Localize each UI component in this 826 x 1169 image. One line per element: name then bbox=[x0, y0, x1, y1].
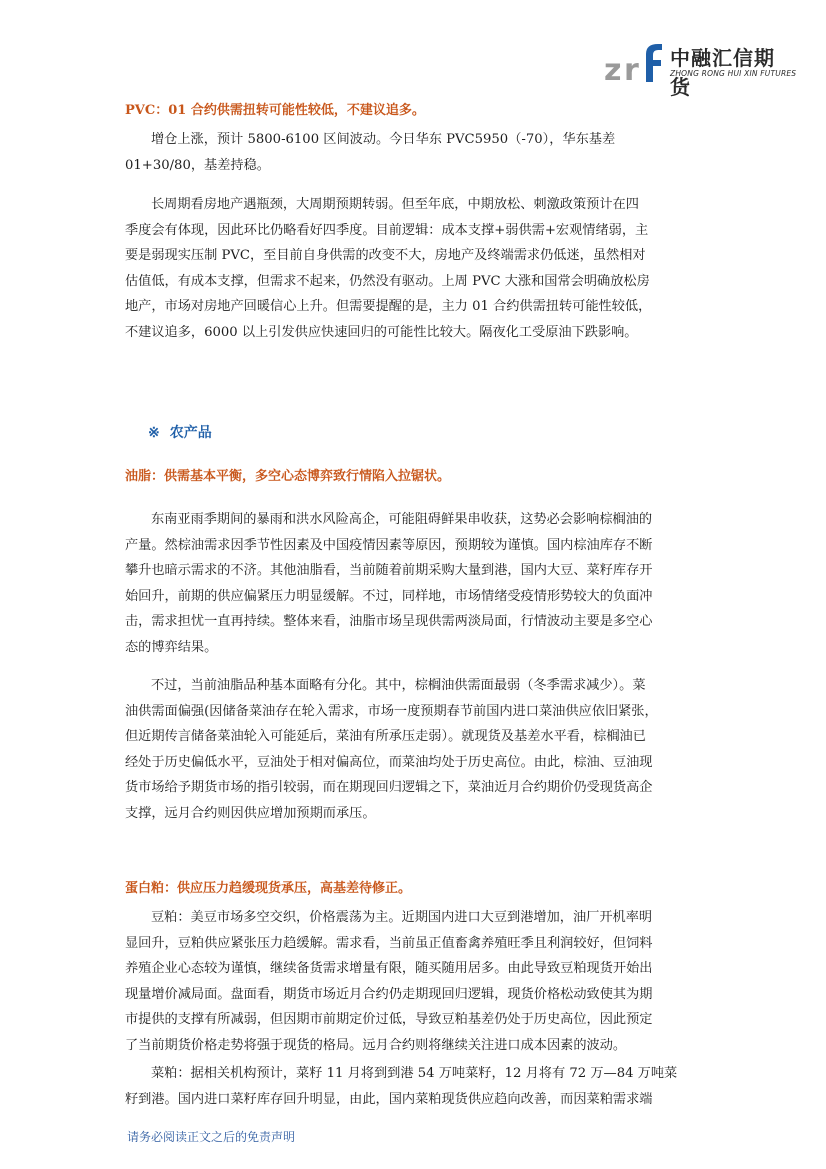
text-line: 产量。然棕油需求因季节性因素及中国疫情因素等原因，预期较为谨慎。国内棕油库存不断 bbox=[125, 537, 653, 553]
text-line: 长周期看房地产遇瓶颈，大周期预期转弱。但至年底，中期放松、刺激政策预计在四 bbox=[151, 197, 639, 212]
text-line: 但近期传言储备菜油轮入可能延后，菜油有所承压走弱）。就现货及基差水平看，棕榈油已 bbox=[125, 729, 646, 744]
text-line: 籽到港。国内进口菜籽库存回升明显，由此，国内菜粕现货供应趋向改善，而因菜粕需求端 bbox=[125, 1091, 653, 1107]
svg-text:z: z bbox=[604, 53, 622, 84]
zrf-logo-mark bbox=[604, 40, 666, 84]
meal-paragraph-2 bbox=[125, 1061, 705, 1112]
text-line: 估值低，有成本支撑，但需求不起来，仍然没有驱动。上周 PVC 大涨和国常会明确放松房 bbox=[125, 273, 650, 289]
text-line: 显回升，豆粕供应紧张压力趋缓解。需求看，当前虽正值畜禽养殖旺季且利润较好，但饲料 bbox=[125, 935, 653, 951]
company-logo bbox=[604, 40, 797, 99]
meal-heading: 蛋白粕：供应压力趋缓现货承压，高基差待修正。 bbox=[125, 881, 412, 896]
meal-paragraph-1 bbox=[125, 905, 705, 1058]
text-line: 市提供的支撑有所减弱，但因期市前期定价过低，导致豆粕基差仍处于历史高位，因此预定 bbox=[125, 1012, 653, 1027]
text-line: 不过，当前油脂品种基本面略有分化。其中，棕榈油供需面最弱（冬季需求减少）。菜 bbox=[151, 678, 646, 693]
text-line: 东南亚雨季期间的暴雨和洪水风险高企，可能阻碍鲜果串收获，这势必会影响棕榈油的 bbox=[151, 512, 653, 527]
text-line: 要是弱现实压制 PVC，至目前自身供需的改变不大，房地产及终端需求仍低迷，虽然相对 bbox=[125, 248, 646, 263]
text-line: 01+30/80，基差持稳。 bbox=[125, 157, 270, 173]
text-line: 态的博弈结果。 bbox=[125, 639, 218, 655]
text-line: 菜粕：据相关机构预计，菜籽 11 月将到到港 54 万吨菜籽，12 月将有 72 万—84 万吨菜 bbox=[151, 1066, 678, 1081]
pvc-heading: PVC：01 合约供需扭转可能性较低，不建议追多。 bbox=[125, 103, 425, 118]
oils-heading: 油脂：供需基本平衡，多空心态博弈致行情陷入拉锯状。 bbox=[125, 469, 451, 484]
text-line: 季度会有体现，因此环比仍略看好四季度。目前逻辑：成本支撑+弱供需+宏观情绪弱，主 bbox=[125, 222, 649, 238]
text-line: 支撑，远月合约则因供应增加预期而承压。 bbox=[125, 805, 376, 821]
text-line: 地产，市场对房地产回暖信心上升。但需要提醒的是，主力 01 合约供需扭转可能性较低， bbox=[125, 299, 652, 314]
reference-mark-icon: ※ bbox=[148, 425, 160, 441]
text-line: 击，需求担忧一直再持续。整体来看，油脂市场呈现供需两淡局面，行情波动主要是多空心 bbox=[125, 614, 653, 629]
text-line: 养殖企业心态较为谨慎，继续备货需求增量有限，随买随用居多。由此导致豆粕现货开始出 bbox=[125, 961, 653, 976]
text-line: 始回升，前期的供应偏紧压力明显缓解。不过，同样地，市场情绪受疫情形势较大的负面冲 bbox=[125, 588, 653, 604]
text-line: 豆粕：美豆市场多空交织，价格震荡为主。近期国内进口大豆到港增加，油厂开机率明 bbox=[151, 910, 653, 925]
text-line: 货市场给予期货市场的指引较弱，而在期现回归逻辑之下，菜油近月合约期价仍受现货高企 bbox=[125, 780, 653, 795]
pvc-paragraph-2 bbox=[125, 192, 705, 345]
text-line: 了当前期货价格走势将强于现货的格局。远月合约则将继续关注进口成本因素的波动。 bbox=[125, 1037, 627, 1053]
logo-english-name: ZHONG RONG HUI XIN FUTURES bbox=[670, 69, 797, 78]
text-line: 现量增价减局面。盘面看，期货市场近月合约仍走期现回归逻辑，现货价格松动致使其为期 bbox=[125, 986, 653, 1002]
section-agriculture bbox=[148, 422, 212, 442]
pvc-paragraph-1 bbox=[125, 127, 705, 178]
text-line: 增仓上涨，预计 5800-6100 区间波动。今日华东 PVC5950（-70），华东基差 bbox=[151, 132, 616, 147]
logo-chinese-name: 中融汇信期货 bbox=[670, 46, 775, 99]
section-title: 农产品 bbox=[169, 425, 212, 441]
text-line: 油供需面偏强(因储备菜油存在轮入需求，市场一度预期春节前国内进口菜油供应依旧紧张， bbox=[125, 703, 658, 719]
oils-paragraph-1 bbox=[125, 507, 705, 660]
disclaimer-footer: 请务必阅读正文之后的免责声明 bbox=[127, 1130, 296, 1144]
oils-paragraph-2 bbox=[125, 673, 705, 826]
text-line: 攀升也暗示需求的不济。其他油脂看，当前随着前期采购大量到港，国内大豆、菜籽库存开 bbox=[125, 563, 653, 578]
text-line: 经处于历史偏低水平，豆油处于相对偏高位，而菜油均处于历史高位。由此，棕油、豆油现 bbox=[125, 754, 653, 770]
text-line: 不建议追多，6000 以上引发供应快速回归的可能性比较大。隔夜化工受原油下跌影响。 bbox=[125, 324, 638, 340]
svg-text:r: r bbox=[624, 53, 639, 84]
